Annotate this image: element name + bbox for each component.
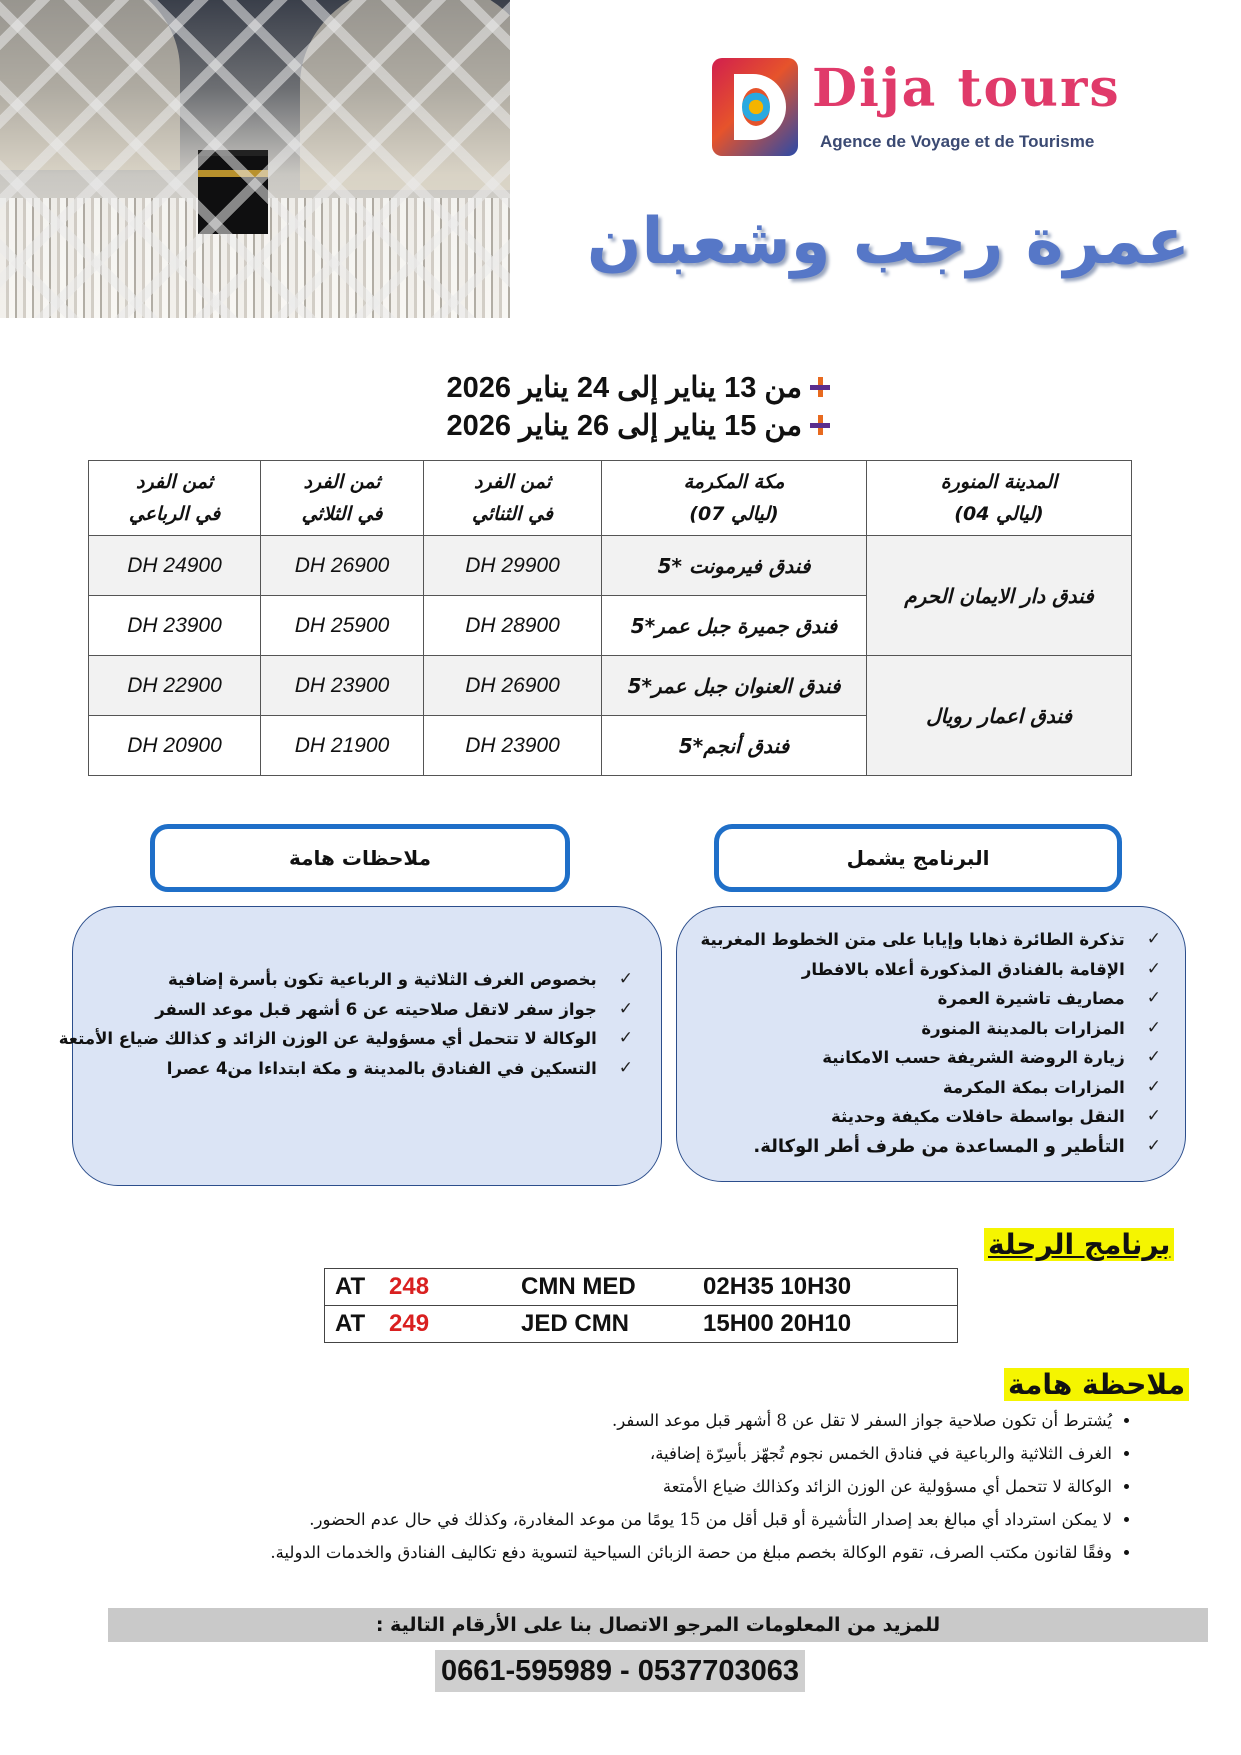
table-row (325, 1269, 958, 1306)
logo-name: Dija tours (812, 58, 1121, 119)
flight-airline: AT (325, 1306, 389, 1343)
makkah-hotel-cell: فندق جميرة جبل عمر*5 (602, 596, 867, 656)
phone-numbers: 0661-595989 - 0537703063 (435, 1650, 805, 1692)
price-double: 28900 DH (424, 596, 602, 656)
makkah-hotel-cell: فندق فيرمونت *5 (602, 536, 867, 596)
trip-program-title: برنامج الرحلة (984, 1228, 1174, 1261)
list-item: ✓ مصاريف تاشيرة العمرة (677, 984, 1161, 1014)
flight-route: JED CMN (520, 1306, 702, 1343)
list-item: ✓ الوكالة لا تتحمل أي مسؤولية عن الوزن الزائد و كذالك ضياع الأمتعة (73, 1024, 633, 1054)
list-item: ✓ جواز سفر لاتقل صلاحيته عن 6 أشهر قبل موعد السفر (73, 995, 633, 1025)
list-item: ✓ زيارة الروضة الشريفة حسب الامكانية (677, 1043, 1161, 1073)
madina-hotel-cell: فندق دار الايمان الحرم (867, 536, 1132, 656)
date-text: من 15 يناير إلى 26 يناير 2026 (446, 409, 802, 442)
price-double: 26900 DH (424, 656, 602, 716)
list-item: • يُشترط أن تكون صلاحية جواز السفر لا تقل عن 8 أشهر قبل موعد السفر. (140, 1404, 1112, 1437)
price-quad: 24900 DH (89, 536, 261, 596)
list-item: ✓ التسكين في الفنادق بالمدينة و مكة ابتداءا من4 عصرا (73, 1054, 633, 1084)
makkah-hotel-cell: فندق أنجم*5 (602, 716, 867, 776)
flights-table (324, 1268, 958, 1343)
flight-number: 249 (388, 1306, 520, 1343)
price-triple: 26900 DH (261, 536, 424, 596)
header-quad: ثمن الفرد في الرباعي (89, 461, 261, 536)
list-item: • الوكالة لا تتحمل أي مسؤولية عن الوزن الزائد وكذالك ضياع الأمتعة (140, 1470, 1112, 1503)
check-icon: ✓ (618, 998, 633, 1019)
page-title: عمرة رجب وشعبان (586, 205, 1190, 279)
list-item: ✓ التأطير و المساعدة من طرف أطر الوكالة. (677, 1132, 1161, 1162)
list-item: ✓ المزارات بمكة المكرمة (677, 1073, 1161, 1103)
check-icon: ✓ (1146, 1106, 1161, 1126)
check-icon: ✓ (1146, 1076, 1161, 1097)
price-quad: 20900 DH (89, 716, 261, 776)
table-row (325, 1306, 958, 1343)
flight-route: CMN MED (520, 1269, 702, 1306)
list-item: ✓ الإقامة بالفنادق المذكورة أعلاه بالافطار (677, 955, 1161, 985)
important-note-list (140, 1404, 1138, 1569)
price-double: 23900 DH (424, 716, 602, 776)
list-item: ✓ بخصوص الغرف الثلاثية و الرباعية تكون بأسرة إضافية (73, 965, 633, 995)
price-triple: 21900 DH (261, 716, 424, 776)
check-icon: ✓ (1146, 1017, 1161, 1038)
header-madina: المدينة المنورة (ليالي 04) (867, 461, 1132, 536)
date-line (330, 406, 830, 444)
program-includes-panel (676, 906, 1186, 1182)
check-icon: ✓ (618, 1028, 633, 1048)
flight-airline: AT (325, 1269, 389, 1306)
check-icon: ✓ (1146, 929, 1161, 949)
header-makkah: مكة المكرمة (ليالي 07) (602, 461, 867, 536)
date-line (330, 368, 830, 406)
table-header-row (89, 461, 1132, 536)
list-item: • لا يمكن استرداد أي مبالغ بعد إصدار التأشيرة أو قبل أقل من 15 يومًا من موعد المغادرة، وكذلك في حال عدم الحضور. (140, 1503, 1112, 1536)
price-quad: 22900 DH (89, 656, 261, 716)
kaaba-photo (0, 0, 510, 318)
important-notes-panel (58, 906, 662, 1186)
trip-dates (330, 368, 830, 444)
table-row (89, 536, 1132, 596)
logo-icon (712, 58, 798, 156)
list-item: ✓ النقل بواسطة حافلات مكيفة وحديثة (677, 1102, 1161, 1132)
price-quad: 23900 DH (89, 596, 261, 656)
check-icon: ✓ (1146, 1135, 1161, 1156)
plus-bullet-icon (810, 415, 830, 435)
important-note-title: ملاحظة هامة (1004, 1368, 1189, 1401)
check-icon: ✓ (1146, 1047, 1161, 1067)
flight-times: 02H35 10H30 (702, 1269, 958, 1306)
price-triple: 23900 DH (261, 656, 424, 716)
price-table (88, 460, 1132, 776)
contact-text: للمزيد من المعلومات المرجو الاتصال بنا على الأرقام التالية : (108, 1608, 1208, 1642)
important-notes-heading: ملاحظات هامة (150, 824, 570, 892)
price-double: 29900 DH (424, 536, 602, 596)
price-triple: 25900 DH (261, 596, 424, 656)
flight-times: 15H00 20H10 (702, 1306, 958, 1343)
list-item: ✓ تذكرة الطائرة ذهابا وإيابا على متن الخطوط المغربية (677, 925, 1161, 955)
plus-bullet-icon (810, 377, 830, 397)
list-item: • وفقًا لقانون مكتب الصرف، تقوم الوكالة بخصم مبلغ من حصة الزبائن السياحية لتسوية دفع تكاليف الفنادق والخدمات الدولية. (140, 1536, 1112, 1569)
list-item: • الغرف الثلاثية والرباعية في فنادق الخمس نجوم تُجهّز بأسِرّة إضافية، (140, 1437, 1112, 1470)
list-item: ✓ المزارات بالمدينة المنورة (677, 1014, 1161, 1044)
madina-hotel-cell: فندق اعمار رويال (867, 656, 1132, 776)
check-icon: ✓ (1146, 988, 1161, 1008)
header-double: ثمن الفرد في الثنائي (424, 461, 602, 536)
flight-number: 248 (388, 1269, 520, 1306)
makkah-hotel-cell: فندق العنوان جبل عمر*5 (602, 656, 867, 716)
table-row (89, 656, 1132, 716)
date-text: من 13 يناير إلى 24 يناير 2026 (446, 371, 802, 404)
check-icon: ✓ (618, 1057, 633, 1078)
check-icon: ✓ (1146, 958, 1161, 979)
check-icon: ✓ (618, 969, 633, 989)
logo-subtitle: Agence de Voyage et de Tourisme (820, 132, 1095, 151)
header-triple: ثمن الفرد في الثلاثي (261, 461, 424, 536)
program-includes-heading: البرنامج يشمل (714, 824, 1122, 892)
